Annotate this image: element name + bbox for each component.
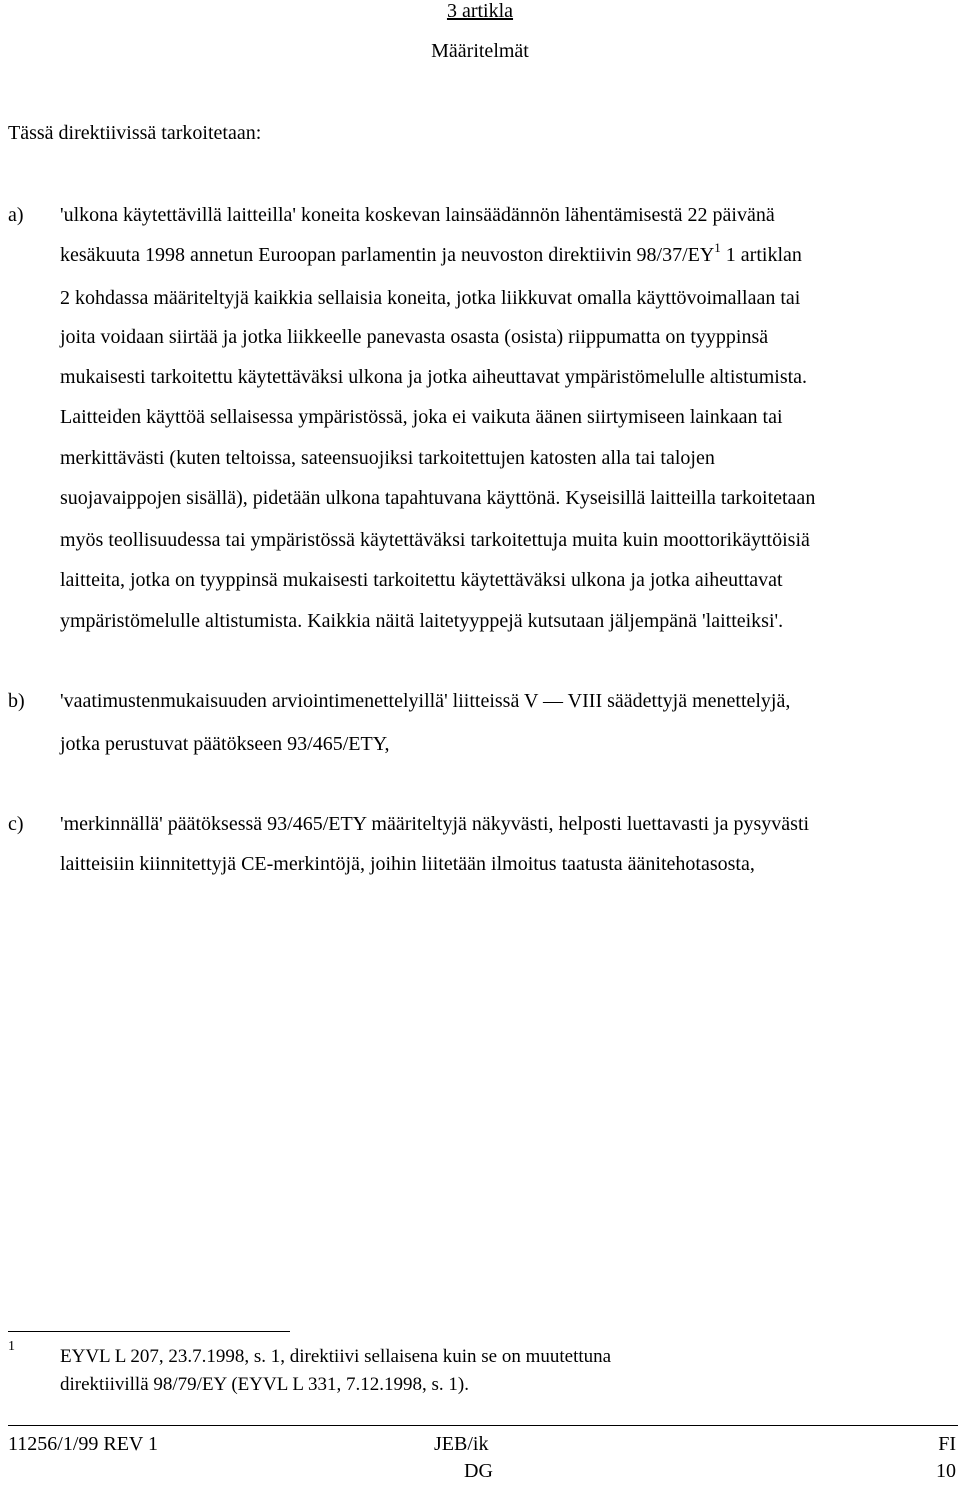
item-line: mukaisesti tarkoitettu käytettäväksi ulkona ja jotka aiheuttavat ympäristömelulle altistumista. — [60, 366, 808, 388]
footer-dg: DG — [464, 1460, 493, 1482]
intro-text: Tässä direktiivissä tarkoitetaan: — [8, 122, 262, 144]
item-line-text: 1 artiklan — [720, 244, 802, 266]
item-line: ympäristömelulle altistumista. Kaikkia näitä laitetyyppejä kutsutaan jäljempänä 'laitteiksi'. — [60, 610, 784, 632]
item-line: merkittävästi (kuten teltoissa, sateensuojiksi tarkoitettujen katosten alla tai talojen — [60, 447, 715, 469]
item-line: 'vaatimustenmukaisuuden arviointimenettelyillä' liitteissä V — VIII säädettyjä menettelyjä, — [60, 690, 791, 712]
item-line: 'ulkona käytettävillä laitteilla' koneita koskevan lainsäädännön lähentämisestä 22 päivänä — [60, 204, 775, 226]
item-line: suojavaippojen sisällä), pidetään ulkona tapahtuvana käyttönä. Kyseisillä laitteilla tarkoitetaan — [60, 487, 816, 509]
item-line: Laitteiden käyttöä sellaisessa ympäristössä, joka ei vaikuta äänen siirtymiseen lainkaan tai — [60, 406, 783, 428]
item-label: c) — [8, 813, 24, 835]
item-line: laitteisiin kiinnitettyjä CE-merkintöjä, joihin liitetään ilmoitus taatusta äänitehotasosta, — [60, 853, 755, 875]
item-line: jotka perustuvat päätökseen 93/465/ETY, — [60, 733, 390, 755]
footnote-line: EYVL L 207, 23.7.1998, s. 1, direktiivi sellaisena kuin se on muutettuna — [60, 1346, 612, 1367]
item-line: 2 kohdassa määriteltyjä kaikkia sellaisia koneita, jotka liikkuvat omalla käyttövoimallaan tai — [60, 287, 801, 309]
article-title: Määritelmät — [431, 40, 529, 62]
item-line-text: kesäkuuta 1998 annetun Euroopan parlamentin ja neuvoston direktiivin 98/37/EY — [60, 244, 715, 266]
footnote-number: 1 — [8, 1339, 15, 1354]
item-line: 'merkinnällä' päätöksessä 93/465/ETY määriteltyjä näkyvästi, helposti luettavasti ja pysyvästi — [60, 813, 810, 835]
footer-author: JEB/ik — [434, 1433, 489, 1455]
footnote-line: direktiivillä 98/79/EY (EYVL L 331, 7.12.1998, s. 1). — [60, 1374, 469, 1395]
item-label: a) — [8, 204, 24, 226]
footer-page-number: 10 — [936, 1460, 956, 1482]
item-line: joita voidaan siirtää ja jotka liikkeelle panevasta osasta (osista) riippumatta on tyyppinsä — [60, 326, 769, 348]
footer-doc-ref: 11256/1/99 REV 1 — [8, 1433, 159, 1455]
footnote-separator — [8, 1331, 290, 1332]
footnote-reference[interactable]: 1 — [714, 240, 721, 255]
item-label: b) — [8, 690, 25, 712]
item-line-with-footnote — [60, 240, 802, 267]
footer-language: FI — [938, 1433, 956, 1455]
article-number: 3 artikla — [446, 0, 514, 22]
item-line: laitteita, jotka on tyyppinsä mukaisesti tarkoitettu käytettäväksi ulkona ja jotka aiheuttavat — [60, 569, 783, 591]
footer-rule — [8, 1425, 958, 1426]
item-line: myös teollisuudessa tai ympäristössä käytettäväksi tarkoitettuja muita kuin moottorikäyttöisiä — [60, 529, 810, 551]
